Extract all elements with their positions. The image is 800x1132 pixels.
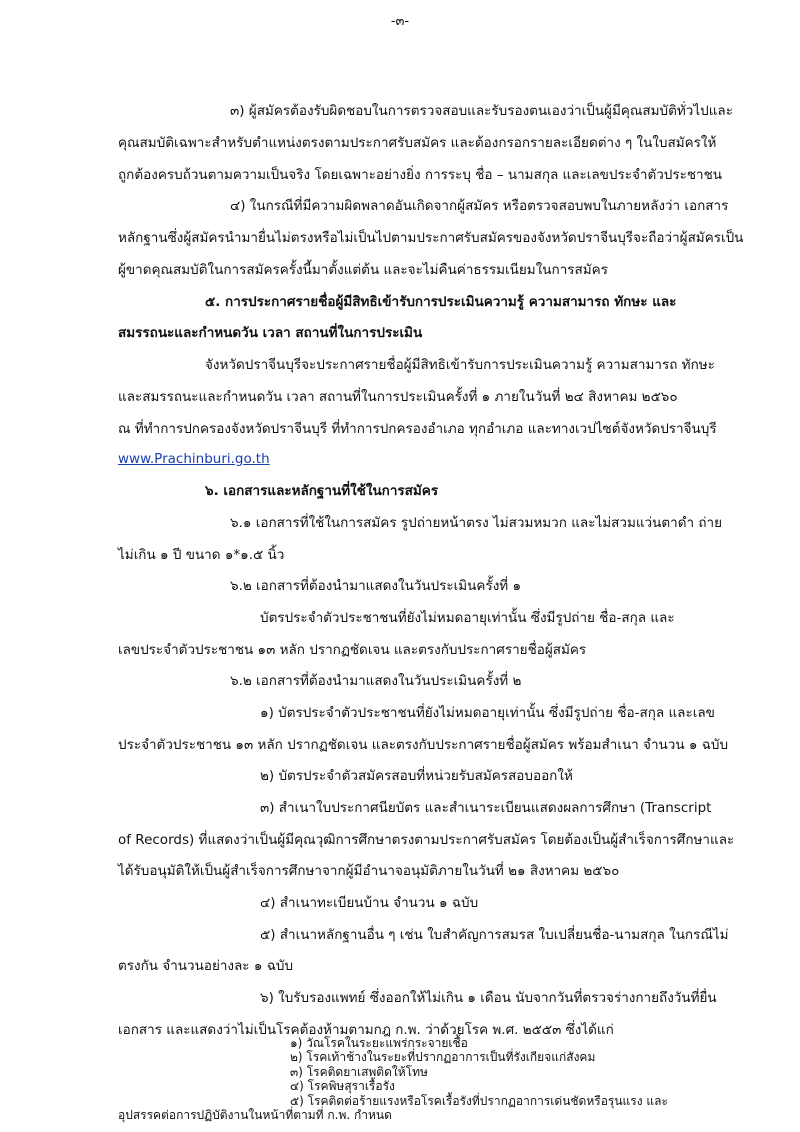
text-line: ประจำตัวประชาชน ๑๓ หลัก ปรากฏชัดเจน และตรงกับประกาศรายชื่อผู้สมัคร พร้อมสำเนา จำนวน ๑ ฉบับ	[118, 737, 729, 753]
text-line: ๒) บัตรประจำตัวสมัครสอบที่หน่วยรับสมัครสอบออกให้	[260, 768, 573, 784]
section-heading: สมรรถนะและกำหนดวัน เวลา สถานที่ในการประเมิน	[118, 325, 423, 341]
text-line: จังหวัดปราจีนบุรีจะประกาศรายชื่อผู้มีสิทธิเข้ารับการประเมินความรู้ ความสามารถ ทักษะ	[205, 357, 715, 373]
text-line: ๖.๒ เอกสารที่ต้องนำมาแสดงในวันประเมินครั้งที่ ๑	[230, 578, 522, 594]
list-item: ๓) โรคติดยาเสพติดให้โทษ	[290, 1064, 428, 1079]
text-line: ถูกต้องครบถ้วนตามความเป็นจริง โดยเฉพาะอย่างยิ่ง การระบุ ชื่อ – นามสกุล และเลขประจำตัวประชาชน	[118, 167, 723, 183]
text-line: ๖.๒ เอกสารที่ต้องนำมาแสดงในวันประเมินครั้งที่ ๒	[230, 673, 522, 689]
text-line: ๕) สำเนาหลักฐานอื่น ๆ เช่น ใบสำคัญการสมรส ใบเปลี่ยนชื่อ-นามสกุล ในกรณีไม่	[260, 927, 729, 943]
text-line: ผู้ขาดคุณสมบัติในการสมัครครั้งนี้มาตั้งแต่ต้น และจะไม่คืนค่าธรรมเนียมในการสมัคร	[118, 262, 608, 278]
text-line: ๓) สำเนาใบประกาศนียบัตร และสำเนาระเบียนแสดงผลการศึกษา (Transcript	[260, 800, 712, 816]
page-number: -๓-	[390, 14, 410, 29]
text-line: ได้รับอนุมัติให้เป็นผู้สำเร็จการศึกษาจากผู้มีอำนาจอนุมัติภายในวันที่ ๒๑ สิงหาคม ๒๕๖๐	[118, 863, 620, 879]
text-line: เอกสาร และแสดงว่าไม่เป็นโรคต้องห้ามตามกฎ ก.พ. ว่าด้วยโรค พ.ศ. ๒๕๕๓ ซึ่งได้แก่	[118, 1022, 614, 1038]
section-heading: ๖. เอกสารและหลักฐานที่ใช้ในการสมัคร	[205, 483, 439, 499]
text-line: บัตรประจำตัวประชาชนที่ยังไม่หมดอายุเท่านั้น ซึ่งมีรูปถ่าย ชื่อ-สกุล และ	[260, 610, 675, 626]
section-heading: ๕. การประกาศรายชื่อผู้มีสิทธิเข้ารับการประเมินความรู้ ความสามารถ ทักษะ และ	[205, 294, 677, 310]
website-link[interactable]: www.Prachinburi.go.th	[118, 451, 270, 467]
text-line: ตรงกัน จำนวนอย่างละ ๑ ฉบับ	[118, 958, 294, 974]
text-line: อุปสรรคต่อการปฏิบัติงานในหน้าที่ตามที่ ก.พ. กำหนด	[118, 1108, 392, 1122]
text-line: of Records) ที่แสดงว่าเป็นผู้มีคุณวุฒิการศึกษาตรงตามประกาศรับสมัคร โดยต้องเป็นผู้สำเร็จการศึกษาและ	[118, 832, 735, 848]
list-item: ๕) โรคติดต่อร้ายแรงหรือโรคเรื้อรังที่ปรากฏอาการเด่นชัดหรือรุนแรง และ	[290, 1093, 668, 1108]
text-line: ๔) ในกรณีที่มีความผิดพลาดอันเกิดจากผู้สมัคร หรือตรวจสอบพบในภายหลังว่า เอกสาร	[230, 198, 729, 214]
text-line: ๖.๑ เอกสารที่ใช้ในการสมัคร รูปถ่ายหน้าตรง ไม่สวมหมวก และไม่สวมแว่นตาดำ ถ่าย	[230, 515, 723, 531]
list-item: ๑) วัณโรคในระยะแพร่กระจายเชื้อ	[290, 1035, 468, 1050]
text-line: ๓) ผู้สมัครต้องรับผิดชอบในการตรวจสอบและรับรองตนเองว่าเป็นผู้มีคุณสมบัติทั่วไปและ	[230, 103, 733, 119]
text-line: ๔) สำเนาทะเบียนบ้าน จำนวน ๑ ฉบับ	[260, 895, 479, 911]
text-line: ณ ที่ทำการปกครองจังหวัดปราจีนบุรี ที่ทำการปกครองอำเภอ ทุกอำเภอ และทางเวปไซต์จังหวัดปราจีนบุรี	[118, 421, 717, 437]
list-item: ๒) โรคเท้าช้างในระยะที่ปรากฏอาการเป็นที่รังเกียจแก่สังคม	[290, 1050, 596, 1064]
text-line: ๑) บัตรประจำตัวประชาชนที่ยังไม่หมดอายุเท่านั้น ซึ่งมีรูปถ่าย ชื่อ-สกุล และเลข	[260, 705, 715, 721]
text-line: เลขประจำตัวประชาชน ๑๓ หลัก ปรากฏชัดเจน และตรงกับประกาศรายชื่อผู้สมัคร	[118, 642, 587, 658]
text-line: คุณสมบัติเฉพาะสำหรับตำแหน่งตรงตามประกาศรับสมัคร และต้องกรอกรายละเอียดต่าง ๆ ในใบสมัครให้	[118, 135, 717, 151]
text-line: ๖) ใบรับรองแพทย์ ซึ่งออกให้ไม่เกิน ๑ เดือน นับจากวันที่ตรวจร่างกายถึงวันที่ยื่น	[260, 990, 717, 1006]
text-line: หลักฐานซึ่งผู้สมัครนำมายื่นไม่ตรงหรือไม่เป็นไปตามประกาศรับสมัครของจังหวัดปราจีนบุรีจะถือว่าผู้สมัครเป็น	[118, 230, 744, 246]
text-line: และสมรรถนะและกำหนดวัน เวลา สถานที่ในการประเมินครั้งที่ ๑ ภายในวันที่ ๒๔ สิงหาคม ๒๕๖๐	[118, 389, 678, 405]
text-line: ไม่เกิน ๑ ปี ขนาด ๑*๑.๕ นิ้ว	[118, 547, 285, 563]
list-item: ๔) โรคพิษสุราเรื้อรัง	[290, 1079, 395, 1093]
